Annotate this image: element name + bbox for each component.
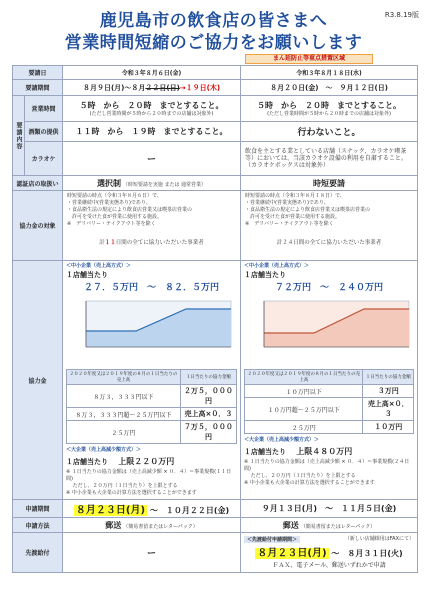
target-col1-line-4: ※ デリバリー・テイクアウト等を除く — [67, 221, 156, 227]
store-handling-col1-main: 選択制 — [96, 178, 121, 188]
row-label-request-content: 要請内容 — [13, 96, 25, 176]
store-handling-col2: 時短要請 — [241, 176, 418, 191]
row-label-request-period: 要請期間 — [13, 80, 63, 96]
coop-col1-r2-c0: ２５万円 — [67, 421, 181, 444]
alcohol-col2: 行わないこと。 — [241, 122, 418, 142]
coop-col1-large-limit: 上限２２０万円 — [118, 457, 175, 466]
main-table — [12, 65, 418, 573]
target-col2-line-0: 時短要請の時点（令和３年８月１８日）で、 — [245, 193, 345, 199]
coop-col2-large-tag: ＜大企業（売上高減少額方式）＞ — [244, 437, 320, 443]
row-label-application-period: 申請期間 — [13, 500, 63, 518]
coop-col2-note-2: ※ 中小企業も大企業の計算方法を選択することができます — [244, 480, 375, 486]
cooperation-col2 — [241, 261, 418, 500]
target-col1-footer-a: 計 — [99, 240, 105, 246]
target-col2-line-1: ・営業継続中(営業実態あり)であり、 — [245, 200, 329, 206]
request-date-col2: 令和３年８月１８日(水) — [241, 66, 418, 80]
coop-col1-range: ２７．５万円 ～ ８２．５万円 — [84, 283, 220, 293]
request-period-col1 — [63, 80, 241, 96]
coop-col1-note-0: ※ １日当たりの協力金額は（売上高減少額 × ０．４）＝事業規模(１１日間) — [66, 469, 232, 482]
coop-col1-r1-c0: ８万３，３３３円超～２５万円以下 — [67, 408, 181, 421]
cooperation-col1 — [63, 261, 241, 500]
application-period-col1-rest: ～ １０月２２日(金) — [149, 506, 230, 515]
business-hours-col2-main: ５時 から ２０時 までとすること。 — [257, 100, 402, 110]
application-period-col1 — [63, 500, 241, 518]
coop-col1-large-per-store: １店舗当たり — [66, 458, 109, 466]
application-period-col1-highlight: ８月２３日(月) — [75, 505, 146, 516]
alcohol-col1: １１時 から １９時 までとすること。 — [63, 122, 241, 142]
row-label-prepayment: 先渡給付 — [13, 533, 63, 573]
application-method-col2-main: 郵送 — [282, 520, 299, 530]
business-hours-col1-main: ５時 から ２０時 までとすること。 — [79, 100, 224, 110]
application-method-col2-note: （簡易書留またはレターパック） — [300, 523, 376, 530]
coop-col2-r1-c0: １０万円超～２５万円以下 — [245, 398, 363, 421]
business-hours-col2-note: (ただし営業時間が５時から２０時までの店舗は対象外) — [267, 110, 391, 117]
title-line-1: 鹿児島市の飲食店の皆さまへ — [99, 11, 328, 31]
business-hours-col2 — [241, 96, 418, 122]
coop-col1-r0-c0: ８万３，３３３円以下 — [67, 385, 181, 408]
prepayment-col2-rest: ～ ８月３１日(火) — [331, 549, 403, 558]
target-col2-footer: 計２４日間の全てに協力いただいた事業者 — [276, 240, 382, 246]
urgent-badge: まん延防止等重点措置区域 — [245, 54, 373, 64]
target-col1-footer — [67, 240, 236, 247]
target-col1-line-3: 許可を受けた食が営業に使用する施設。 — [67, 214, 163, 220]
target-col1-footer-b: 日間の全てに協力いただいた事業者 — [115, 240, 204, 246]
application-method-col1-main: 郵送 — [105, 520, 122, 530]
target-col2-line-4: ※ デリバリー・テイクアウト等を除く — [245, 221, 334, 227]
prepayment-col2-method: ＦＡＸ、電子メール、郵送いずれかで申請 — [272, 562, 386, 569]
business-hours-col1-note: (ただし営業時間が５時から２０時までの店舗は対象外) — [89, 110, 214, 117]
coop-col2-note-0: ※ １日当たりの協力金額は（売上高減少額 × ０．４）＝事業規模(２４日間) — [244, 459, 410, 472]
request-period-col1-strike: ２２日(日) — [145, 83, 180, 92]
row-label-store-handling: 認証店の取扱い — [13, 176, 63, 191]
target-col1-line-2: ・食品衛生法の規定により飲食店営業又は喫茶店営業の — [67, 207, 193, 213]
coop-col2-small-biz-tag: ＜中小企業（売上高方式）＞ — [244, 263, 310, 269]
coop-col1-per-store: １店舗当たり — [66, 271, 109, 279]
row-label-cooperation: 協力金 — [13, 261, 63, 500]
application-method-col2 — [241, 518, 418, 533]
target-col1 — [63, 191, 241, 261]
title-area — [0, 0, 427, 56]
coop-col1-r0-c1: ２万５，０００円 — [180, 385, 236, 408]
karaoke-col1: ー — [63, 142, 241, 176]
application-method-col1-note: （簡易書留またはレターパック） — [123, 523, 198, 530]
request-period-col2: ８月２０日(金) ～ ９月１２日(日) — [241, 80, 418, 96]
coop-col1-th-1: １日当たりの協力金額 — [180, 370, 236, 385]
row-label-karaoke: カラオケ — [25, 142, 63, 176]
coop-col2-chart — [244, 293, 414, 369]
prepayment-col2-period — [244, 544, 414, 559]
target-col1-footer-red: １１ — [104, 240, 116, 246]
row-label-target: 協力金の対象 — [13, 191, 63, 261]
prepayment-col2-highlight: ８月２３日(月) — [257, 548, 327, 559]
version-label: R3.8.19版 — [384, 11, 419, 19]
application-period-col2: ９月１３日(月) ～ １１月５日(金) — [241, 500, 418, 518]
request-period-col1-a: ８月９日(月)～８月 — [82, 83, 146, 92]
coop-col2-note-1: ただし、２０万円（１日当たり）を上限とする — [244, 473, 356, 479]
prepayment-col2 — [241, 533, 418, 573]
target-col1-line-1: ・営業継続中(営業実態あり)であり、 — [67, 200, 151, 206]
coop-col2-r0-c0: １０万円以下 — [245, 385, 363, 398]
coop-col2-large-per-store: １店舗当たり — [244, 448, 287, 456]
coop-col1-th-0: ２０２０年度又は２０１９年度の８月の１日当たりの売上高 — [67, 370, 181, 385]
request-date-col1: 令和３年８月６日(金) — [63, 66, 241, 80]
coop-col1-chart — [66, 293, 237, 369]
coop-col2-per-store: １店舗当たり — [244, 271, 287, 279]
coop-col2-range: ７２万円 ～ ２４０万円 — [275, 283, 384, 293]
coop-col2-r2-c0: ２５万円 — [245, 421, 363, 434]
karaoke-col2: 飲食を主とする業としている店舗（スナック、カラオケ喫茶等）においては、当該カラオケ設備の利用を自粛すること。（カラオケボックスは対象外） — [241, 142, 418, 176]
coop-col2-r0-c1: ３万円 — [363, 385, 414, 398]
store-handling-col1-note: （時短要請を実施 または 通常営業） — [122, 181, 207, 188]
prepayment-col2-head — [244, 536, 414, 543]
row-label-application-method: 申請方法 — [13, 518, 63, 533]
coop-col2-r1-c1: 売上高×０．３ — [363, 398, 414, 421]
request-period-col1-b: １９日(木) — [185, 83, 221, 92]
prepayment-col2-tag: ＜先渡給付申請期間＞ — [244, 536, 300, 543]
coop-col2-th-1: １日当たりの協力金額 — [363, 370, 414, 385]
store-handling-col1 — [63, 176, 241, 191]
coop-col2-large-limit: 上限４８０万円 — [296, 447, 353, 456]
coop-col2-table — [244, 369, 414, 434]
coop-col1-r2-c1: ７万５，０００円 — [180, 421, 236, 444]
coop-col1-note-1: ただし、２０万円（１日当たり）を上限とする — [66, 483, 178, 489]
title-line-2: 営業時間短縮のご協力をお願いします — [64, 33, 363, 53]
coop-col2-chart-svg — [244, 293, 414, 367]
coop-col2-large-row — [244, 446, 414, 457]
coop-col1-note-2: ※ 中小企業も大企業の計算方法を選択することができます — [66, 490, 197, 496]
target-col2-line-3: 許可を受けた食が営業に使用する施設。 — [245, 214, 341, 220]
application-method-col1 — [63, 518, 241, 533]
row-label-alcohol: 酒類の提供 — [25, 122, 63, 142]
target-col1-line-0: 時短要請の時点（令和３年８月６日）で、 — [67, 193, 162, 199]
request-period-arrow: → — [179, 83, 186, 92]
coop-col1-table — [66, 369, 237, 444]
prepayment-col1: ー — [63, 533, 241, 573]
target-col2-line-2: ・食品衛生法の規定により飲食店営業又は喫茶店営業の — [245, 207, 371, 213]
row-label-request-date: 要請日 — [13, 66, 63, 80]
coop-col1-large-row — [66, 456, 237, 467]
coop-col1-small-biz-tag: ＜中小企業（売上高方式）＞ — [66, 263, 132, 269]
target-col2 — [241, 191, 418, 261]
prepayment-col2-note: （新しい店舗様用はFAXにて） — [344, 536, 415, 542]
business-hours-col1 — [63, 96, 241, 122]
coop-col2-r2-c1: １０万円 — [363, 421, 414, 434]
coop-col1-chart-svg — [66, 293, 236, 367]
coop-col1-r1-c1: 売上高×０．３ — [180, 408, 236, 421]
coop-col1-large-tag: ＜大企業（売上高減少額方式）＞ — [66, 447, 142, 453]
row-label-business-hours: 営業時間 — [25, 96, 63, 122]
coop-col2-th-0: ２０２０年度又は２０１９年度の８月の１日当たりの売上高 — [245, 370, 363, 385]
